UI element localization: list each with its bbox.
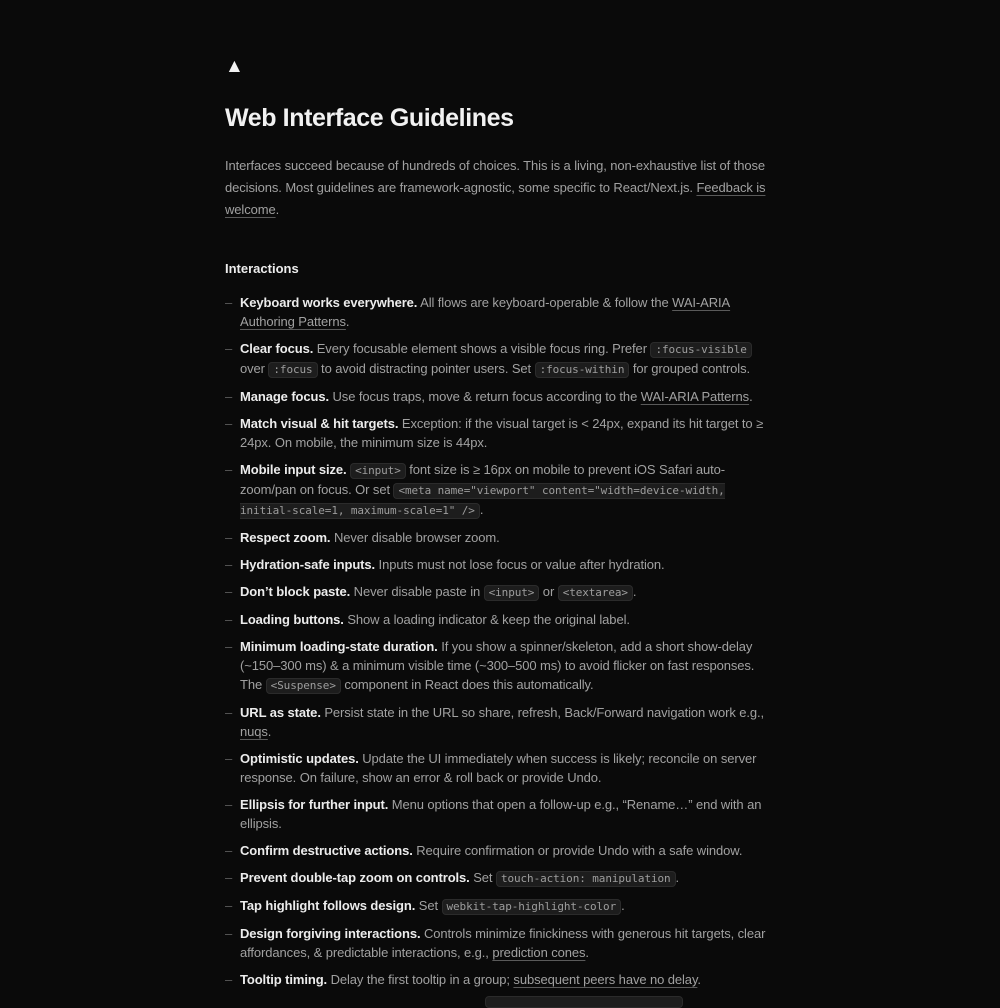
text-segment: font size is ≥ 16px on mobile to prevent iOS Safari auto-zoom/pan on focus. Or set: [240, 462, 726, 497]
text-segment: Inputs must not lose focus or value after hydration.: [375, 557, 665, 572]
guideline-text: [240, 582, 775, 602]
inline-code: <input>: [350, 463, 406, 479]
guideline-item: [225, 795, 775, 833]
guideline-item: [225, 970, 775, 989]
guideline-lead: Hydration-safe inputs.: [240, 557, 376, 572]
guideline-item: [225, 460, 775, 520]
guideline-lead: Mobile input size.: [240, 462, 347, 477]
list-dash-marker: –: [225, 843, 233, 858]
inline-link[interactable]: WAI-ARIA Authoring Patterns: [240, 295, 731, 329]
inline-code: :focus: [268, 362, 317, 378]
guideline-lead: Manage focus.: [240, 389, 329, 404]
inline-code: webkit-tap-highlight-color: [442, 899, 622, 915]
text-segment: If you show a spinner/skeleton, add a short show-delay (~150–300 ms) & a minimum visible time (~300–500 ms) to avoid flicker on fast responses. The: [240, 639, 755, 692]
guideline-text: [240, 387, 775, 406]
text-segment: component in React does this automatically.: [340, 677, 594, 692]
list-dash-marker: –: [225, 584, 233, 599]
guideline-text: [240, 555, 775, 574]
guideline-lead: Don’t block paste.: [240, 584, 351, 599]
text-segment: Never disable paste in: [350, 584, 484, 599]
text-segment: Exception: if the visual target is < 24px, expand its hit target to ≥ 24px. On mobile, the minimum size is 44px.: [240, 416, 764, 450]
text-segment: for grouped controls.: [629, 361, 751, 376]
list-dash-marker: –: [225, 416, 233, 431]
guideline-lead: Design forgiving interactions.: [240, 926, 421, 941]
list-dash-marker: –: [225, 639, 233, 654]
list-dash-marker: –: [225, 898, 233, 913]
guideline-text: [240, 795, 775, 833]
guideline-item: [225, 924, 775, 962]
text-segment: over: [240, 361, 269, 376]
text-segment: .: [675, 870, 680, 885]
inline-code: <input>: [484, 585, 540, 601]
guideline-item: [225, 387, 775, 406]
guideline-text: [240, 703, 775, 741]
inline-link[interactable]: Feedback is welcome: [225, 180, 766, 217]
guidelines-list: [225, 293, 775, 989]
list-dash-marker: –: [225, 530, 233, 545]
inline-code: :focus-within: [535, 362, 630, 378]
guideline-item: [225, 868, 775, 888]
page-content: [225, 0, 775, 989]
guideline-item: [225, 841, 775, 860]
guideline-lead: Tap highlight follows design.: [240, 898, 416, 913]
guideline-item: [225, 293, 775, 331]
list-dash-marker: –: [225, 295, 233, 310]
guideline-item: [225, 896, 775, 916]
inline-code: <Suspense>: [266, 678, 341, 694]
guideline-text: [240, 293, 775, 331]
text-segment: .: [585, 945, 589, 960]
inline-link[interactable]: nuqs: [240, 724, 268, 739]
list-dash-marker: –: [225, 870, 233, 885]
text-segment: Persist state in the URL so share, refresh, Back/Forward navigation work e.g.,: [320, 705, 765, 720]
inline-link[interactable]: prediction cones: [492, 945, 586, 960]
guideline-lead: Ellipsis for further input.: [240, 797, 389, 812]
text-segment: .: [479, 502, 484, 517]
text-segment: Controls minimize finickiness with generous hit targets, clear affordances, & predictable interactions, e.g.,: [240, 926, 766, 960]
guideline-item: [225, 749, 775, 787]
text-segment: All flows are keyboard-operable & follow the: [417, 295, 673, 310]
text-segment: .: [267, 724, 272, 739]
inline-link[interactable]: WAI-ARIA Patterns: [640, 389, 750, 404]
list-dash-marker: –: [225, 972, 233, 987]
inline-code: touch-action: manipulation: [496, 871, 676, 887]
text-segment: Interfaces succeed because of hundreds of choices. This is a living, non-exhaustive list of those decisions. Most guidelines are framework-agnostic, some specific to React/Next.js.: [225, 158, 765, 195]
list-dash-marker: –: [225, 557, 233, 572]
guideline-lead: Respect zoom.: [240, 530, 331, 545]
text-segment: Never disable browser zoom.: [330, 530, 500, 545]
guideline-item: [225, 703, 775, 741]
guideline-lead: Loading buttons.: [240, 612, 344, 627]
guideline-text: [240, 924, 775, 962]
guideline-lead: Confirm destructive actions.: [240, 843, 413, 858]
intro-paragraph: [225, 155, 775, 221]
text-segment: .: [621, 898, 625, 913]
guideline-lead: Keyboard works everywhere.: [240, 295, 418, 310]
guideline-lead: Prevent double-tap zoom on controls.: [240, 870, 470, 885]
guideline-lead: Clear focus.: [240, 341, 314, 356]
guideline-item: [225, 555, 775, 574]
guideline-item: [225, 414, 775, 452]
text-segment: Menu options that open a follow-up e.g., “Rename…” end with an ellipsis.: [240, 797, 762, 831]
guideline-text: [240, 610, 775, 629]
list-dash-marker: –: [225, 797, 233, 812]
guideline-item: [225, 610, 775, 629]
page-title: Web Interface Guidelines: [225, 104, 514, 132]
list-dash-marker: –: [225, 612, 233, 627]
guideline-item: [225, 637, 775, 695]
site-logo-link[interactable]: [225, 56, 244, 77]
inline-code: <meta name="viewport" content="width=device-width, initial-scale=1, maximum-scale=1" />: [240, 484, 725, 517]
guideline-item: [225, 582, 775, 602]
list-dash-marker: –: [225, 751, 233, 766]
text-segment: .: [749, 389, 753, 404]
guideline-lead: Match visual & hit targets.: [240, 416, 399, 431]
inline-code: <textarea>: [558, 585, 633, 601]
text-segment: Set: [469, 870, 496, 885]
cutoff-code-pill: [485, 996, 683, 1008]
list-dash-marker: –: [225, 926, 233, 941]
triangle-logo-icon: ▲: [225, 56, 244, 77]
text-segment: Show a loading indicator & keep the original label.: [343, 612, 630, 627]
guideline-item: [225, 339, 775, 379]
text-segment: Update the UI immediately when success is likely; reconcile on server response. On failure, show an error & roll back or provide Undo.: [240, 751, 757, 785]
guideline-text: [240, 970, 775, 989]
guideline-text: [240, 896, 775, 916]
text-segment: Require confirmation or provide Undo with a safe window.: [412, 843, 743, 858]
text-segment: .: [697, 972, 701, 987]
guideline-text: [240, 460, 775, 520]
text-segment: .: [345, 314, 350, 329]
text-segment: Use focus traps, move & return focus according to the: [329, 389, 641, 404]
text-segment: to avoid distracting pointer users. Set: [317, 361, 535, 376]
text-segment: Set: [415, 898, 442, 913]
guideline-lead: Minimum loading-state duration.: [240, 639, 438, 654]
list-dash-marker: –: [225, 462, 233, 477]
text-segment: or: [539, 584, 558, 599]
guideline-text: [240, 637, 775, 695]
inline-code: :focus-visible: [650, 342, 751, 358]
guideline-text: [240, 841, 775, 860]
guideline-text: [240, 749, 775, 787]
text-segment: Delay the first tooltip in a group;: [327, 972, 514, 987]
list-dash-marker: –: [225, 705, 233, 720]
text-segment: .: [275, 202, 280, 217]
guideline-text: [240, 868, 775, 888]
guideline-lead: Optimistic updates.: [240, 751, 359, 766]
section-heading-interactions: Interactions: [225, 261, 299, 276]
list-dash-marker: –: [225, 341, 233, 356]
guideline-text: [240, 528, 775, 547]
guideline-lead: URL as state.: [240, 705, 321, 720]
list-dash-marker: –: [225, 389, 233, 404]
guideline-lead: Tooltip timing.: [240, 972, 328, 987]
guideline-text: [240, 414, 775, 452]
text-segment: .: [632, 584, 637, 599]
inline-link[interactable]: subsequent peers have no delay: [513, 972, 698, 987]
text-segment: Every focusable element shows a visible focus ring. Prefer: [313, 341, 651, 356]
guideline-item: [225, 528, 775, 547]
guideline-text: [240, 339, 775, 379]
